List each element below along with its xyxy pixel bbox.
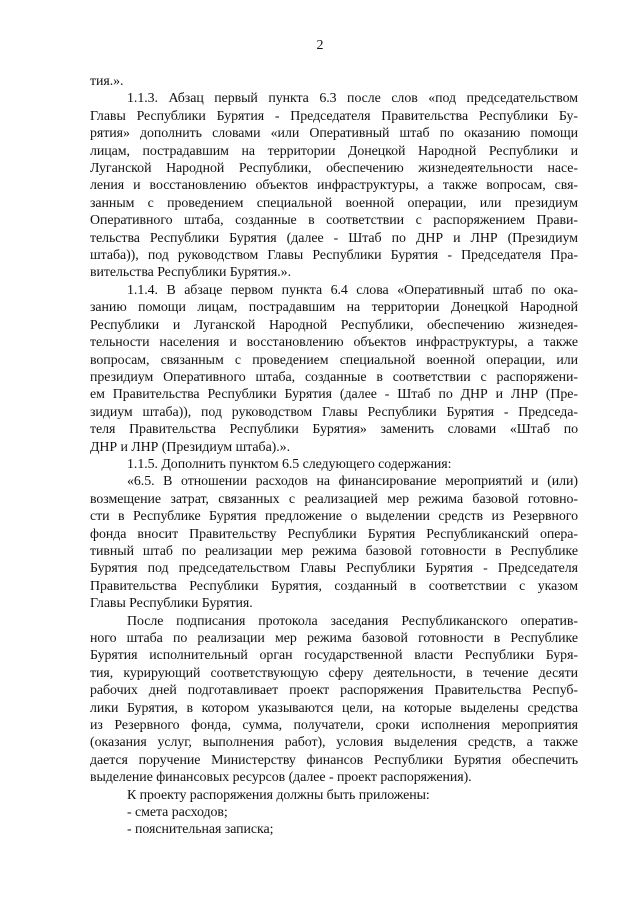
text-line: Главы Республики Бурятия - Председателя Правительства Республики Бу- — [90, 108, 578, 124]
text-line: вительства Республики Бурятия.». — [90, 265, 291, 281]
text-line: занию помощи лицам, пострадавшим на территории Донецкой Народной — [90, 300, 578, 316]
text-line: дается поручение Министерству финансов Республики Бурятия обеспечить — [90, 752, 578, 768]
text-line: (оказания услуг, выполнения работ), условия выделения средств, а также — [90, 735, 578, 751]
text-line: из Резервного фонда, сумма, получатели, сроки исполнения мероприятия — [90, 718, 578, 734]
text-line: ного штаба по реализации мер режима базовой готовности в Республике — [90, 631, 578, 646]
text-line: сти в Республике Бурятия предложение о выделении средств из Резервного — [90, 509, 578, 525]
text-line: лицам, пострадавшим на территории Донецкой Народной Республики и — [90, 143, 578, 159]
text-line: Оперативного штаба, созданные в соответствии с распоряжением Прави- — [90, 213, 578, 229]
text-line: 1.1.4. В абзаце первом пункта 6.4 слова «Оперативный штаб по ока- — [127, 282, 578, 298]
text-line: Правительства Республики Бурятия, созданный в соответствии с указом — [90, 578, 578, 594]
text-line: Республики и Луганской Народной Республики, обеспечению жизнедея- — [90, 317, 578, 333]
text-line: - пояснительная записка; — [127, 822, 274, 838]
text-line: ДНР и ЛНР (Президиум штаба).». — [90, 439, 290, 455]
text-line: рабочих дней подготавливает проект распоряжения Правительства Респуб- — [90, 683, 578, 699]
text-line: возмещение затрат, связанных с реализацией мер режима базовой готовно- — [90, 491, 578, 507]
text-line: рятия» дополнить словами «или Оперативный штаб по оказанию помощи — [90, 126, 578, 142]
page-number: 2 — [316, 38, 324, 53]
text-line: 1.1.3. Абзац первый пункта 6.3 после слов «под председательством — [127, 91, 578, 107]
text-line: фонда вносит Правительству Республики Бурятия Республиканский опера- — [90, 526, 578, 542]
text-line: Бурятия под председательством Главы Республики Бурятия - Председателя — [90, 561, 578, 577]
text-line: тия.». — [90, 74, 124, 89]
text-line: 1.1.5. Дополнить пунктом 6.5 следующего содержания: — [127, 456, 452, 472]
text-line: президиум Оперативного штаба, созданные в соответствии с распоряжени- — [90, 369, 578, 385]
text-line: штаба)), под руководством Главы Республики Бурятия - Председателя Пра- — [90, 248, 578, 264]
text-line: К проекту распоряжения должны быть приложены: — [127, 787, 430, 803]
text-line: тельства Республики Бурятия (далее - Штаб по ДНР и ЛНР (Президиум — [90, 230, 578, 246]
text-line: Главы Республики Бурятия. — [90, 596, 253, 612]
text-line: тивный штаб по реализации мер режима базовой готовности в Республике — [90, 543, 578, 559]
text-line: теля Правительства Республики Бурятия» заменить словами «Штаб по — [90, 422, 578, 438]
text-line: Бурятия исполнительный орган государственной власти Республики Буря- — [90, 648, 578, 664]
text-line: лики Бурятия, в котором указываются цели, на которые выделены средства — [90, 700, 578, 716]
text-line: ем Правительства Республики Бурятия (далее - Штаб по ДНР и ЛНР (Пре- — [90, 387, 578, 403]
text-line: тельности населения и восстановлению объектов инфраструктуры, а также — [90, 335, 578, 351]
text-line: - смета расходов; — [127, 805, 228, 821]
text-line: выделение финансовых ресурсов (далее - проект распоряжения). — [90, 770, 472, 786]
text-line: «6.5. В отношении расходов на финансирование мероприятий и (или) — [127, 474, 578, 490]
text-line: тия, курирующий соответствующую сферу деятельности, в течение десяти — [90, 665, 578, 681]
text-line: занным с проведением специальной военной операции, или президиум — [90, 195, 578, 211]
text-line: После подписания протокола заседания Республиканского оператив- — [127, 613, 578, 629]
text-line: ления и восстановлению объектов инфраструктуры, а также вопросам, свя- — [90, 178, 578, 194]
text-line: Луганской Народной Республики, обеспечению жизнедеятельности насе- — [90, 161, 578, 177]
document-body — [90, 73, 578, 839]
text-line: зидиум штаба)), под руководством Главы Республики Бурятия - Председа- — [90, 404, 578, 420]
text-line: вопросам, связанным с проведением специальной военной операции, или — [90, 352, 578, 368]
